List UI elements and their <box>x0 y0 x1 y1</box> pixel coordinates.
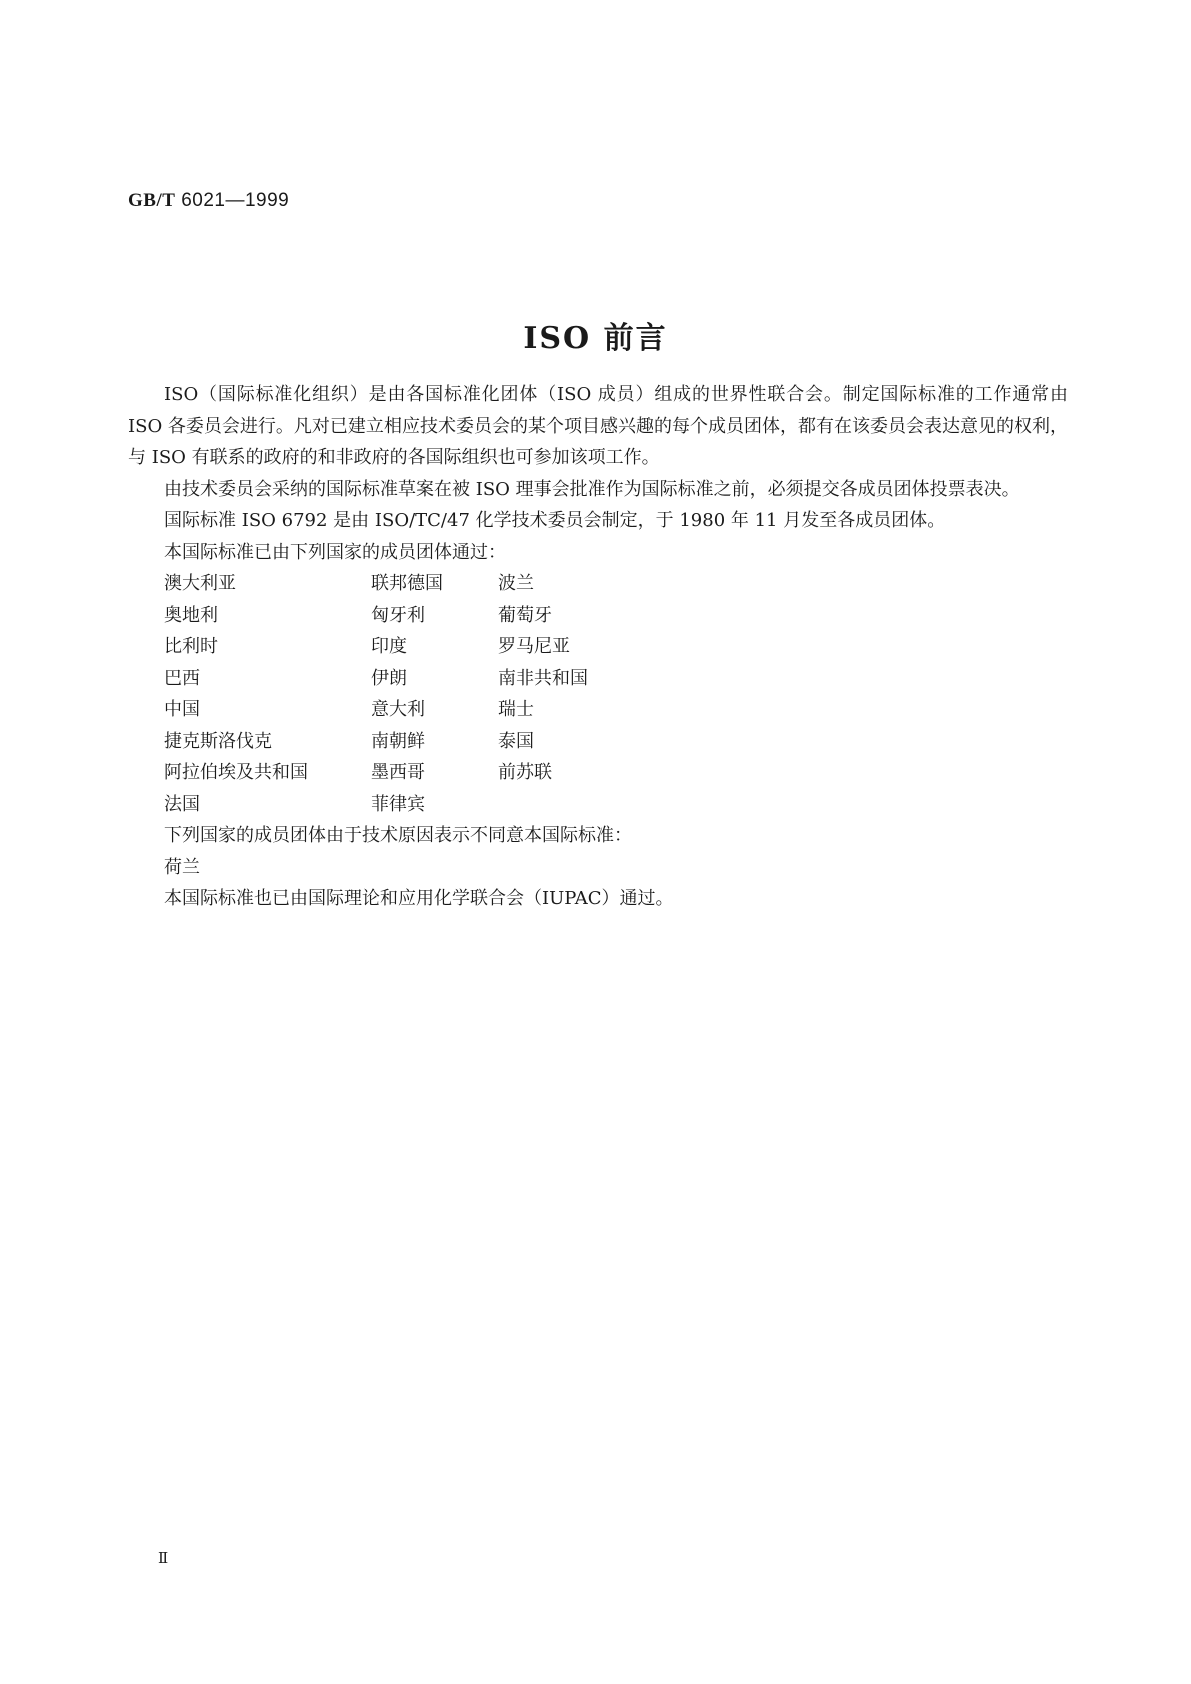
country-cell: 匈牙利 <box>371 604 425 626</box>
paragraph-iso-6792: 国际标准 ISO 6792 是由 ISO/TC/47 化学技术委员会制定，于 1980 年 11 月发至各成员团体。 <box>164 510 946 531</box>
disapproval-intro: 下列国家的成员团体由于技术原因表示不同意本国际标准： <box>164 825 632 846</box>
country-cell: 澳大利亚 <box>164 573 236 594</box>
country-cell: 瑞士 <box>498 699 534 720</box>
country-cell: 前苏联 <box>498 762 552 783</box>
iupac-note: 本国际标准也已由国际理论和应用化学联合会（IUPAC）通过。 <box>164 888 674 909</box>
country-cell: 伊朗 <box>371 667 407 689</box>
country-cell: 中国 <box>164 699 200 720</box>
country-cell: 波兰 <box>498 573 534 594</box>
country-cell: 法国 <box>164 793 200 815</box>
standard-code: GB/T <box>128 190 176 211</box>
standard-number: 6021—1999 <box>181 190 290 211</box>
disapproving-country: 荷兰 <box>164 856 200 878</box>
country-cell: 葡萄牙 <box>498 604 552 626</box>
country-cell: 奥地利 <box>164 604 218 626</box>
country-cell: 南朝鲜 <box>371 730 425 752</box>
country-cell: 阿拉伯埃及共和国 <box>164 762 308 783</box>
page-number: Ⅱ <box>158 1551 169 1567</box>
country-cell: 比利时 <box>164 636 218 657</box>
page-header <box>128 190 289 212</box>
country-cell: 捷克斯洛伐克 <box>164 730 272 752</box>
country-cell: 墨西哥 <box>371 762 425 783</box>
country-cell: 联邦德国 <box>371 573 443 594</box>
country-cell: 菲律宾 <box>371 793 425 815</box>
paragraph-iso-intro: ISO（国际标准化组织）是由各国标准化团体（ISO 成员）组成的世界性联合会。制定国际标准的工作通常由 ISO 各委员会进行。凡对已建立相应技术委员会的某个项目感兴趣的每个成员团体，都有在该委员会表达意见的权利，与 ISO 有联系的政府的和非政府的各国际组织也可参加该项工作。 <box>128 384 1068 468</box>
country-cell: 巴西 <box>164 667 200 689</box>
country-cell <box>498 789 698 821</box>
country-cell: 印度 <box>371 636 407 657</box>
approving-countries-table <box>128 568 1068 820</box>
country-cell: 罗马尼亚 <box>498 636 570 657</box>
paragraph-voting: 由技术委员会采纳的国际标准草案在被 ISO 理事会批准作为国际标准之前，必须提交各成员团体投票表决。 <box>164 478 1020 500</box>
approval-intro: 本国际标准已由下列国家的成员团体通过： <box>164 541 506 563</box>
country-cell: 意大利 <box>371 699 425 720</box>
body-text <box>128 379 1068 915</box>
country-cell: 南非共和国 <box>498 667 588 689</box>
page-title: ISO 前言 <box>523 321 668 356</box>
country-cell: 泰国 <box>498 730 534 752</box>
